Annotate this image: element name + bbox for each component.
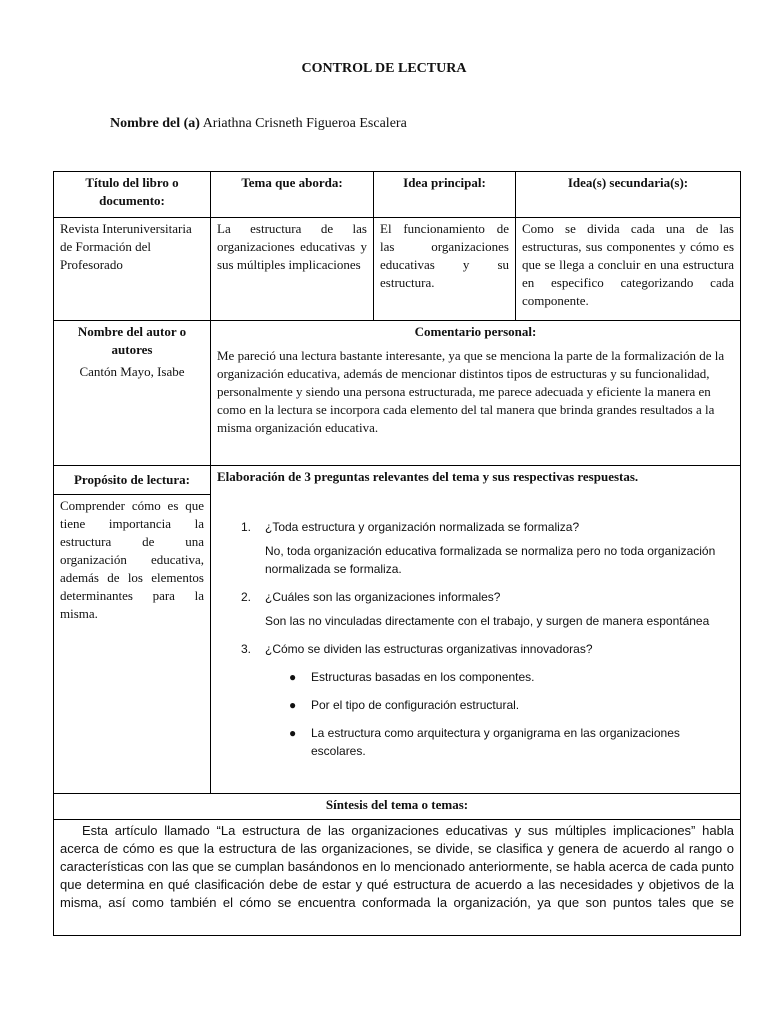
preguntas-label: Elaboración de 3 preguntas relevantes del tema y sus respectivas respuestas. (217, 469, 639, 484)
question-item (217, 640, 734, 658)
header-titulo: Título del libro o documento: (54, 172, 211, 218)
question-number: 3. (241, 642, 252, 656)
autor-value: Cantón Mayo, Isabe (79, 364, 185, 379)
bullet-item (217, 724, 734, 760)
bullet-icon: ● (289, 698, 297, 712)
cell-titulo: Revista Interuniversitaria de Formación del Profesorado (54, 218, 211, 321)
sintesis-cell (54, 820, 741, 936)
bullet-item (217, 668, 734, 686)
autor-label: Nombre del autor o autores (77, 324, 187, 357)
answer-text: Son las no vinculadas directamente con el trabajo, y surgen de manera espontánea (265, 614, 710, 628)
comentario-text: Me pareció una lectura bastante interesante, ya que se menciona la parte de la formalización de la organización educativa, además de mencionar distintos tipos de estructuras y su funcionalidad, personalmente y siendo una persona estructurada, me parece adecuada y eficiente la manera en como en la lectura se incorpora cada elemento del tal manera que brinda grandes resultados a la misma organización educativa. (217, 348, 725, 435)
document-title: CONTROL DE LECTURA (301, 61, 467, 76)
bullet-item (217, 696, 734, 714)
header-idea-principal: Idea principal: (374, 172, 516, 218)
bullet-icon: ● (289, 726, 297, 740)
questions-list-2 (217, 588, 734, 606)
question-text: ¿Toda estructura y organización normalizada se formaliza? (265, 520, 580, 534)
autor-cell (54, 321, 211, 466)
question-item (217, 518, 734, 536)
proposito-label: Propósito de lectura: (54, 466, 211, 495)
comentario-cell (211, 321, 741, 466)
cell-ideas-secundarias: Como se divida cada una de las estructuras, sus componentes y cómo es que se llega a concluir en una estructura en especifico categorizando cada componente. (516, 218, 741, 321)
bullet-text: Por el tipo de configuración estructural. (311, 698, 520, 712)
bullet-text: La estructura como arquitectura y organigrama en las organizaciones escolares. (311, 726, 680, 758)
cell-tema: La estructura de las organizaciones educativas y sus múltiples implicaciones (211, 218, 374, 321)
reading-control-table (53, 171, 741, 936)
bullet-list (217, 668, 734, 760)
student-name-value: Ariathna Crisneth Figueroa Escalera (202, 116, 407, 131)
question-item (217, 588, 734, 606)
proposito-text: Comprender cómo es que tiene importancia la estructura de una organización educativa, además de los elementos determinantes para la misma. (54, 495, 211, 794)
questions-list-3 (217, 640, 734, 658)
question-number: 2. (241, 590, 252, 604)
comentario-label: Comentario personal: (414, 324, 537, 339)
student-name-label: Nombre del (a) (110, 116, 200, 131)
question-number: 1. (241, 520, 252, 534)
student-name-line (110, 116, 407, 132)
bullet-text: Estructuras basadas en los componentes. (311, 670, 535, 684)
sintesis-label: Síntesis del tema o temas: (54, 794, 741, 820)
cell-idea-principal: El funcionamiento de las organizaciones educativas y su estructura. (374, 218, 516, 321)
answer-text: No, toda organización educativa formalizada se normaliza pero no toda organización normalizada se formaliza. (265, 544, 716, 576)
questions-list (217, 518, 734, 536)
bullet-icon: ● (289, 670, 297, 684)
question-text: ¿Cuáles son las organizaciones informales? (265, 590, 501, 604)
header-ideas-secundarias: Idea(s) secundaria(s): (516, 172, 741, 218)
question-text: ¿Cómo se dividen las estructuras organizativas innovadoras? (265, 642, 593, 656)
sintesis-text: Esta artículo llamado “La estructura de las organizaciones educativas y sus múltiples implicaciones” habla acerca de cómo es que la estructura de las organizaciones, se divide, se clasifica y genera de acuerdo al rango o características con las que se cumplan basándonos en lo mencionado anteriormente, se habla acerca de cada punto que determina en qué clasificación debe de estar y qué estructura de acuerdo a las necesidades y objetivos de la misma, así como también el cómo se encuentra conformada la organización, ya que son puntos tales que se (60, 823, 734, 910)
preguntas-cell (211, 466, 741, 794)
header-tema: Tema que aborda: (211, 172, 374, 218)
